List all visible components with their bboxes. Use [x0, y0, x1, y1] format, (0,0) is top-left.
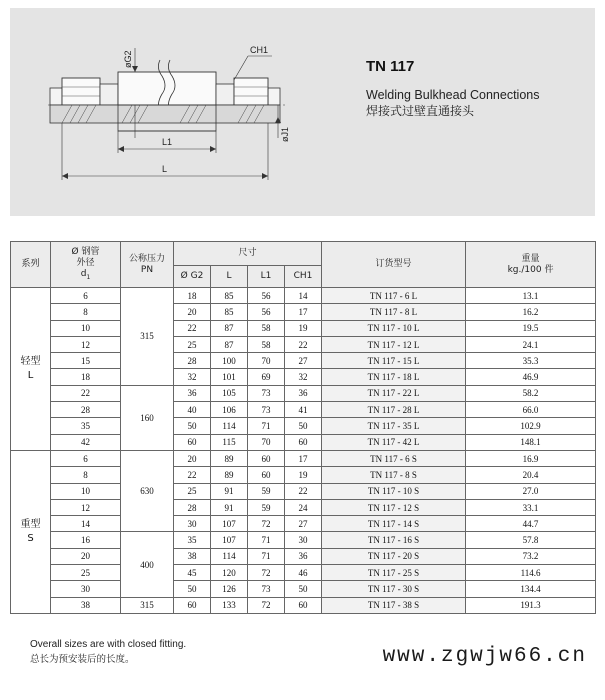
ch1-cell: 30	[285, 532, 322, 548]
label-g2: øG2	[123, 50, 133, 68]
weight-cell: 46.9	[466, 369, 596, 385]
footnote-cn: 总长为预安装后的长度。	[30, 654, 135, 665]
ch1-cell: 50	[285, 418, 322, 434]
tube-od-cell: 22	[51, 385, 121, 401]
table-row	[11, 353, 596, 369]
tube-od-cell: 12	[51, 499, 121, 515]
watermark: www.zgwjw66.cn	[382, 645, 587, 668]
g2-cell: 40	[174, 402, 211, 418]
weight-cell: 66.0	[466, 402, 596, 418]
label-l: L	[162, 164, 168, 174]
tube-od-cell: 14	[51, 516, 121, 532]
l1-cell: 71	[248, 418, 285, 434]
weight-cell: 19.5	[466, 320, 596, 336]
weight-cell: 24.1	[466, 336, 596, 352]
pressure-cell: 160	[121, 385, 174, 450]
table-row	[11, 516, 596, 532]
order-code-cell: TN 117 - 35 L	[322, 418, 466, 434]
table-row	[11, 369, 596, 385]
l-cell: 91	[211, 483, 248, 499]
weight-cell: 191.3	[466, 597, 596, 613]
product-title-block	[366, 58, 540, 119]
weight-cell: 27.0	[466, 483, 596, 499]
order-code-cell: TN 117 - 14 S	[322, 516, 466, 532]
l1-cell: 73	[248, 385, 285, 401]
order-code-cell: TN 117 - 8 S	[322, 467, 466, 483]
l1-cell: 71	[248, 548, 285, 564]
g2-cell: 36	[174, 385, 211, 401]
order-code-cell: TN 117 - 10 L	[322, 320, 466, 336]
ch1-cell: 36	[285, 385, 322, 401]
g2-cell: 22	[174, 467, 211, 483]
l1-cell: 71	[248, 532, 285, 548]
l1-cell: 73	[248, 581, 285, 597]
header-g2: Ø G2	[174, 266, 211, 288]
header-l1: L1	[248, 266, 285, 288]
order-code-cell: TN 117 - 10 S	[322, 483, 466, 499]
tube-od-cell: 8	[51, 467, 121, 483]
order-code-cell: TN 117 - 22 L	[322, 385, 466, 401]
l1-cell: 69	[248, 369, 285, 385]
l1-cell: 72	[248, 516, 285, 532]
order-code-cell: TN 117 - 8 L	[322, 304, 466, 320]
g2-cell: 38	[174, 548, 211, 564]
l-cell: 120	[211, 565, 248, 581]
tube-od-cell: 25	[51, 565, 121, 581]
table-row	[11, 532, 596, 548]
order-code-cell: TN 117 - 16 S	[322, 532, 466, 548]
l-cell: 105	[211, 385, 248, 401]
l-cell: 87	[211, 336, 248, 352]
weight-cell: 73.2	[466, 548, 596, 564]
ch1-cell: 27	[285, 516, 322, 532]
weight-cell: 134.4	[466, 581, 596, 597]
table-row	[11, 450, 596, 466]
table-row	[11, 548, 596, 564]
table-row	[11, 402, 596, 418]
l1-cell: 60	[248, 450, 285, 466]
weight-cell: 16.2	[466, 304, 596, 320]
tube-od-cell: 38	[51, 597, 121, 613]
l1-cell: 56	[248, 288, 285, 304]
order-code-cell: TN 117 - 15 L	[322, 353, 466, 369]
l1-cell: 70	[248, 353, 285, 369]
l-cell: 126	[211, 581, 248, 597]
order-code-cell: TN 117 - 42 L	[322, 434, 466, 450]
g2-cell: 20	[174, 450, 211, 466]
weight-cell: 114.6	[466, 565, 596, 581]
ch1-cell: 60	[285, 434, 322, 450]
tube-od-cell: 15	[51, 353, 121, 369]
l-cell: 114	[211, 418, 248, 434]
l-cell: 106	[211, 402, 248, 418]
weight-cell: 20.4	[466, 467, 596, 483]
l-cell: 101	[211, 369, 248, 385]
l1-cell: 56	[248, 304, 285, 320]
table-row	[11, 483, 596, 499]
tube-od-cell: 8	[51, 304, 121, 320]
l1-cell: 58	[248, 336, 285, 352]
table-row	[11, 418, 596, 434]
tube-od-cell: 6	[51, 450, 121, 466]
ch1-cell: 41	[285, 402, 322, 418]
ch1-cell: 50	[285, 581, 322, 597]
weight-cell: 13.1	[466, 288, 596, 304]
label-l1: L1	[162, 137, 173, 147]
g2-cell: 28	[174, 499, 211, 515]
g2-cell: 28	[174, 353, 211, 369]
l-cell: 114	[211, 548, 248, 564]
product-drawing-panel	[10, 8, 595, 216]
tube-od-cell: 10	[51, 320, 121, 336]
ch1-cell: 17	[285, 450, 322, 466]
l1-cell: 70	[248, 434, 285, 450]
footnote-en: Overall sizes are with closed fitting.	[30, 639, 187, 650]
l1-cell: 59	[248, 499, 285, 515]
footnote	[30, 638, 186, 667]
table-row	[11, 467, 596, 483]
g2-cell: 60	[174, 434, 211, 450]
label-j1: øJ1	[280, 126, 290, 142]
l-cell: 107	[211, 532, 248, 548]
l-cell: 89	[211, 467, 248, 483]
g2-cell: 32	[174, 369, 211, 385]
tube-od-cell: 6	[51, 288, 121, 304]
weight-cell: 57.8	[466, 532, 596, 548]
series-label-light	[11, 288, 51, 451]
g2-cell: 18	[174, 288, 211, 304]
ch1-cell: 22	[285, 483, 322, 499]
g2-cell: 22	[174, 320, 211, 336]
spec-table-body	[11, 288, 596, 614]
ch1-cell: 27	[285, 353, 322, 369]
g2-cell: 60	[174, 597, 211, 613]
table-row	[11, 581, 596, 597]
tube-od-cell: 16	[51, 532, 121, 548]
order-code-cell: TN 117 - 18 L	[322, 369, 466, 385]
table-row	[11, 320, 596, 336]
ch1-cell: 32	[285, 369, 322, 385]
g2-cell: 25	[174, 336, 211, 352]
series-code: L	[27, 369, 34, 381]
table-row	[11, 336, 596, 352]
tube-od-cell: 28	[51, 402, 121, 418]
header-tube-od: Ø 钢管 外径 $d_1$	[51, 242, 121, 288]
g2-cell: 50	[174, 418, 211, 434]
tube-od-cell: 12	[51, 336, 121, 352]
order-code-cell: TN 117 - 25 S	[322, 565, 466, 581]
table-row	[11, 385, 596, 401]
order-code-cell: TN 117 - 12 S	[322, 499, 466, 515]
l-cell: 85	[211, 304, 248, 320]
tube-od-cell: 20	[51, 548, 121, 564]
weight-cell: 148.1	[466, 434, 596, 450]
table-row	[11, 288, 596, 304]
header-dimensions: 尺寸	[174, 242, 322, 266]
ch1-cell: 17	[285, 304, 322, 320]
l1-cell: 58	[248, 320, 285, 336]
ch1-cell: 46	[285, 565, 322, 581]
header-weight: 重量 kg./100 件	[466, 242, 596, 288]
header-ch1: CH1	[285, 266, 322, 288]
product-code: TN 117	[366, 58, 415, 75]
l-cell: 87	[211, 320, 248, 336]
ch1-cell: 19	[285, 467, 322, 483]
pressure-cell: 630	[121, 450, 174, 531]
g2-cell: 45	[174, 565, 211, 581]
ch1-cell: 60	[285, 597, 322, 613]
series-code: S	[27, 532, 34, 544]
l1-cell: 60	[248, 467, 285, 483]
l1-cell: 59	[248, 483, 285, 499]
ch1-cell: 24	[285, 499, 322, 515]
ch1-cell: 22	[285, 336, 322, 352]
tube-od-cell: 30	[51, 581, 121, 597]
l1-cell: 73	[248, 402, 285, 418]
header-order: 订货型号	[322, 242, 466, 288]
l-cell: 115	[211, 434, 248, 450]
g2-cell: 30	[174, 516, 211, 532]
l1-cell: 72	[248, 565, 285, 581]
weight-cell: 16.9	[466, 450, 596, 466]
series-label-heavy	[11, 450, 51, 613]
l-cell: 85	[211, 288, 248, 304]
l-cell: 91	[211, 499, 248, 515]
order-code-cell: TN 117 - 20 S	[322, 548, 466, 564]
pressure-cell: 315	[121, 597, 174, 613]
weight-cell: 33.1	[466, 499, 596, 515]
table-row	[11, 304, 596, 320]
table-row	[11, 499, 596, 515]
g2-cell: 20	[174, 304, 211, 320]
ch1-cell: 19	[285, 320, 322, 336]
l-cell: 133	[211, 597, 248, 613]
header-series: 系列	[11, 242, 51, 288]
series-name: 轻型	[20, 355, 41, 367]
weight-cell: 35.3	[466, 353, 596, 369]
g2-cell: 50	[174, 581, 211, 597]
l-cell: 107	[211, 516, 248, 532]
pressure-cell: 400	[121, 532, 174, 597]
order-code-cell: TN 117 - 6 L	[322, 288, 466, 304]
header-pressure: 公称压力 PN	[121, 242, 174, 288]
order-code-cell: TN 117 - 12 L	[322, 336, 466, 352]
g2-cell: 25	[174, 483, 211, 499]
weight-cell: 102.9	[466, 418, 596, 434]
weight-cell: 58.2	[466, 385, 596, 401]
pressure-cell: 315	[121, 288, 174, 386]
fitting-technical-drawing	[10, 8, 310, 216]
table-row	[11, 597, 596, 613]
l-cell: 100	[211, 353, 248, 369]
tube-od-cell: 35	[51, 418, 121, 434]
g2-cell: 35	[174, 532, 211, 548]
weight-cell: 44.7	[466, 516, 596, 532]
spec-table	[10, 241, 596, 614]
series-name: 重型	[20, 518, 41, 530]
order-code-cell: TN 117 - 6 S	[322, 450, 466, 466]
order-code-cell: TN 117 - 28 L	[322, 402, 466, 418]
l-cell: 89	[211, 450, 248, 466]
tube-od-cell: 18	[51, 369, 121, 385]
header-l: L	[211, 266, 248, 288]
product-name-en: Welding Bulkhead Connections	[366, 88, 540, 102]
product-name-cn: 焊接式过壁直通接头	[366, 104, 475, 118]
ch1-cell: 14	[285, 288, 322, 304]
tube-od-cell: 10	[51, 483, 121, 499]
tube-od-cell: 42	[51, 434, 121, 450]
l1-cell: 72	[248, 597, 285, 613]
table-row	[11, 565, 596, 581]
table-row	[11, 434, 596, 450]
order-code-cell: TN 117 - 38 S	[322, 597, 466, 613]
order-code-cell: TN 117 - 30 S	[322, 581, 466, 597]
ch1-cell: 36	[285, 548, 322, 564]
label-ch1: CH1	[250, 45, 269, 55]
